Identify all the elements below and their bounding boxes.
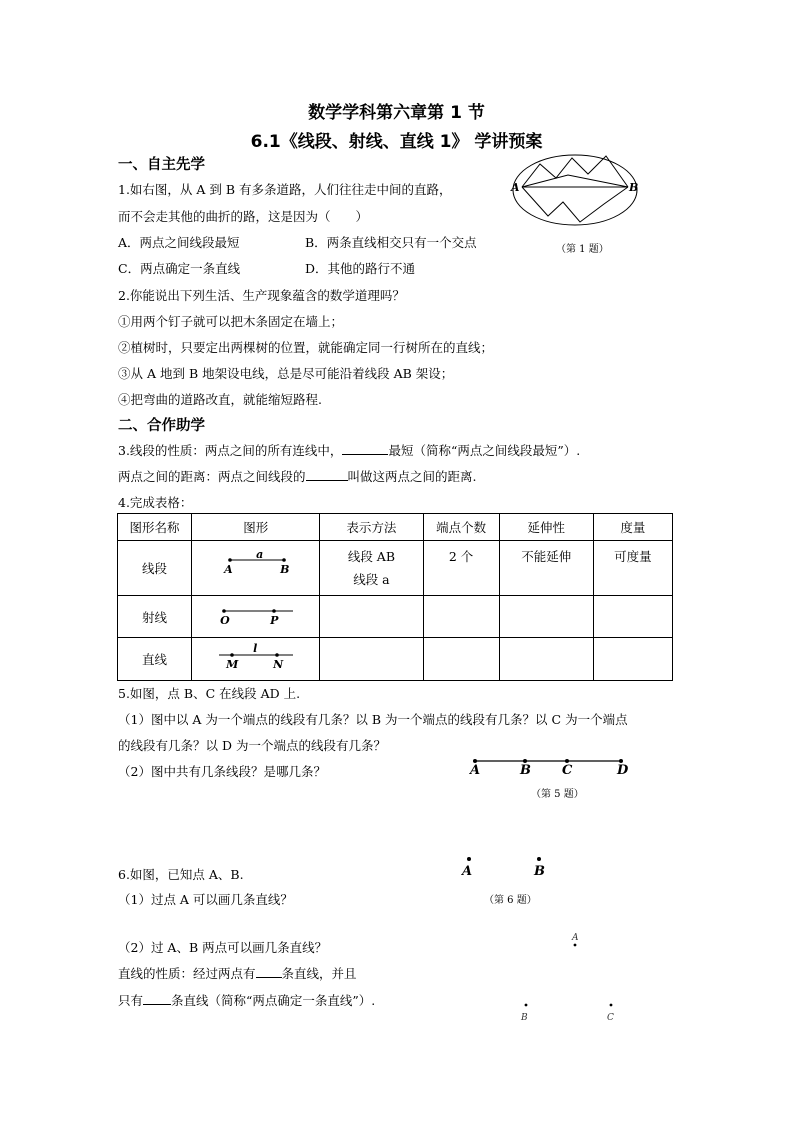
q5-label-d: D: [617, 763, 629, 778]
q3-line2-post: 叫做这两点之间的距离.: [347, 469, 477, 484]
q6-label-a: A: [462, 864, 473, 879]
q5-label-c: C: [562, 763, 573, 778]
line-measure[interactable]: [593, 638, 672, 681]
ray-point-p: [272, 609, 276, 613]
q6-part2: （2）过 A、B 两点可以画几条直线？: [118, 940, 328, 955]
segment-measure: 可度量: [593, 541, 672, 596]
q4-stem: 4.完成表格：: [118, 495, 193, 510]
segment-label-mid: a: [256, 548, 264, 561]
q1-line1: 1.如右图，从 A 到 B 有多条道路，人们往往走中间的直路，: [118, 182, 452, 197]
q5-part1-line1: （1）图中以 A 为一个端点的线段有几条？以 B 为一个端点的线段有几条？以 C 为一个端点: [118, 712, 628, 727]
q6-fig2-label-a: A: [572, 933, 579, 943]
q6-fig2-point-a: [574, 944, 577, 947]
q5-figure: [470, 755, 630, 775]
q5-caption: （第 5 题）: [531, 789, 584, 800]
table-header: 图形: [192, 514, 320, 541]
segment-svg: [192, 541, 318, 595]
q1-ellipse-road: [513, 155, 637, 225]
ray-svg: [192, 596, 318, 638]
q6-fig2-point-c: [610, 1004, 613, 1007]
page-subtitle: 6.1《线段、射线、直线 1》 学讲预案: [250, 132, 543, 152]
q6-fig2-label-b: B: [521, 1013, 528, 1023]
q1-line2: 而不会走其他的曲折的路，这是因为（ ）: [118, 209, 369, 224]
q2-item4: ④把弯曲的道路改直，就能缩短路程.: [118, 392, 322, 407]
q3-line1: [118, 441, 580, 459]
section2-heading: 二、合作助学: [118, 418, 205, 434]
line-label-m: M: [226, 658, 239, 671]
segment-extend: 不能延伸: [499, 541, 593, 596]
q6-part1: （1）过点 A 可以画几条直线？: [118, 892, 293, 907]
q6-line-property: [118, 964, 357, 982]
q1-zigzag-road-mid: [522, 175, 628, 187]
q6-prop-pre: 直线的性质：经过两点有: [118, 966, 256, 981]
q5-part2: （2）图中共有几条线段？是哪几条？: [118, 764, 326, 779]
q6-caption: （第 6 题）: [484, 895, 537, 906]
table-header: 度量: [593, 514, 672, 541]
segment-point-b: [282, 558, 286, 562]
segment-label-b: B: [280, 563, 290, 576]
q5-stem: 5.如图，点 B、C 在线段 AD 上.: [118, 686, 301, 701]
table-row: [118, 596, 673, 638]
row-name-line: 直线: [118, 638, 192, 681]
q5-label-b: B: [520, 763, 531, 778]
q6-prop2-pre: 只有: [118, 993, 144, 1008]
q6-fig2-label-c: C: [607, 1013, 614, 1023]
row-name-segment: 线段: [118, 541, 192, 596]
q3-line2-pre: 两点之间的距离：两点之间线段的: [118, 469, 306, 484]
q3-line1-pre: 3.线段的性质：两点之间的所有连线中，: [118, 443, 343, 458]
segment-endpoints: 2 个: [423, 541, 499, 596]
q3-blank-1[interactable]: [342, 444, 388, 455]
q2-item3: ③从 A 地到 B 地架设电线，总是尽可能沿着线段 AB 架设；: [118, 366, 454, 381]
ray-figure: [192, 596, 320, 638]
ray-extend[interactable]: [499, 596, 593, 638]
q6-fig2-point-b: [525, 1004, 528, 1007]
q3-line1-post: 最短（简称“两点之间线段最短”）.: [388, 443, 581, 458]
line-point-m: [230, 653, 234, 657]
q1-zigzag-road-bottom: [522, 187, 628, 222]
table-header: 延伸性: [499, 514, 593, 541]
q5-label-a: A: [470, 763, 481, 778]
q6-blank-1[interactable]: [256, 967, 282, 978]
q6-blank-2[interactable]: [143, 994, 171, 1005]
q6-point-b: [537, 857, 541, 861]
line-figure: [192, 638, 320, 681]
q1-caption: （第 1 题）: [556, 244, 609, 255]
row-name-ray: 射线: [118, 596, 192, 638]
line-point-n: [275, 653, 279, 657]
ray-endpoints[interactable]: [423, 596, 499, 638]
segment-label-a: A: [224, 563, 233, 576]
table-header: 端点个数: [423, 514, 499, 541]
ray-label-o: O: [220, 614, 230, 627]
segment-figure: [192, 541, 320, 596]
section1-heading: 一、自主先学: [118, 157, 205, 173]
q6-label-b: B: [534, 864, 545, 879]
q6-stem: 6.如图，已知点 A、B.: [118, 867, 244, 882]
table-header: 图形名称: [118, 514, 192, 541]
q2-stem: 2.你能说出下列生活、生产现象蕴含的数学道理吗？: [118, 288, 405, 303]
line-extend[interactable]: [499, 638, 593, 681]
ray-label-p: P: [270, 614, 279, 627]
q1-option-b: B．两条直线相交只有一个交点: [305, 235, 477, 250]
q6-line-property-2: [118, 991, 375, 1009]
ray-point-o: [222, 609, 226, 613]
line-notation[interactable]: [320, 638, 423, 681]
q2-item1: ①用两个钉子就可以把木条固定在墙上；: [118, 314, 344, 329]
q1-label-b: B: [629, 181, 639, 194]
q1-option-c: C．两点确定一条直线: [118, 261, 241, 276]
q4-table: [117, 513, 673, 681]
ray-notation[interactable]: [320, 596, 423, 638]
q6-prop-mid: 条直线，并且: [281, 966, 357, 981]
table-row: [118, 638, 673, 681]
line-endpoints[interactable]: [423, 638, 499, 681]
q3-blank-2[interactable]: [306, 470, 348, 481]
q6-figure-2: [515, 935, 625, 1010]
line-label-l: l: [253, 642, 258, 655]
page-title: 数学学科第六章第 1 节: [308, 103, 485, 123]
table-row: [118, 541, 673, 596]
q1-figure: [508, 150, 648, 232]
q1-option-a: A．两点之间线段最短: [118, 235, 240, 250]
line-label-n: N: [273, 658, 284, 671]
segment-notation: [320, 541, 423, 596]
q6-prop2-post: 条直线（简称“两点确定一条直线”）.: [171, 993, 376, 1008]
table-header-row: [118, 514, 673, 541]
q2-item2: ②植树时，只要定出两棵树的位置，就能确定同一行树所在的直线；: [118, 340, 494, 355]
q1-option-d: D．其他的路行不通: [305, 261, 416, 276]
ray-measure[interactable]: [593, 596, 672, 638]
segment-point-a: [228, 558, 232, 562]
q3-line2: [118, 467, 477, 485]
segment-notation-2: 线段 a: [353, 572, 390, 587]
q1-label-a: A: [511, 181, 520, 194]
q6-point-a: [467, 857, 471, 861]
segment-notation-1: 线段 AB: [347, 549, 396, 564]
table-header: 表示方法: [320, 514, 423, 541]
q5-part1-line2: 的线段有几条？以 D 为一个端点的线段有几条？: [118, 738, 386, 753]
